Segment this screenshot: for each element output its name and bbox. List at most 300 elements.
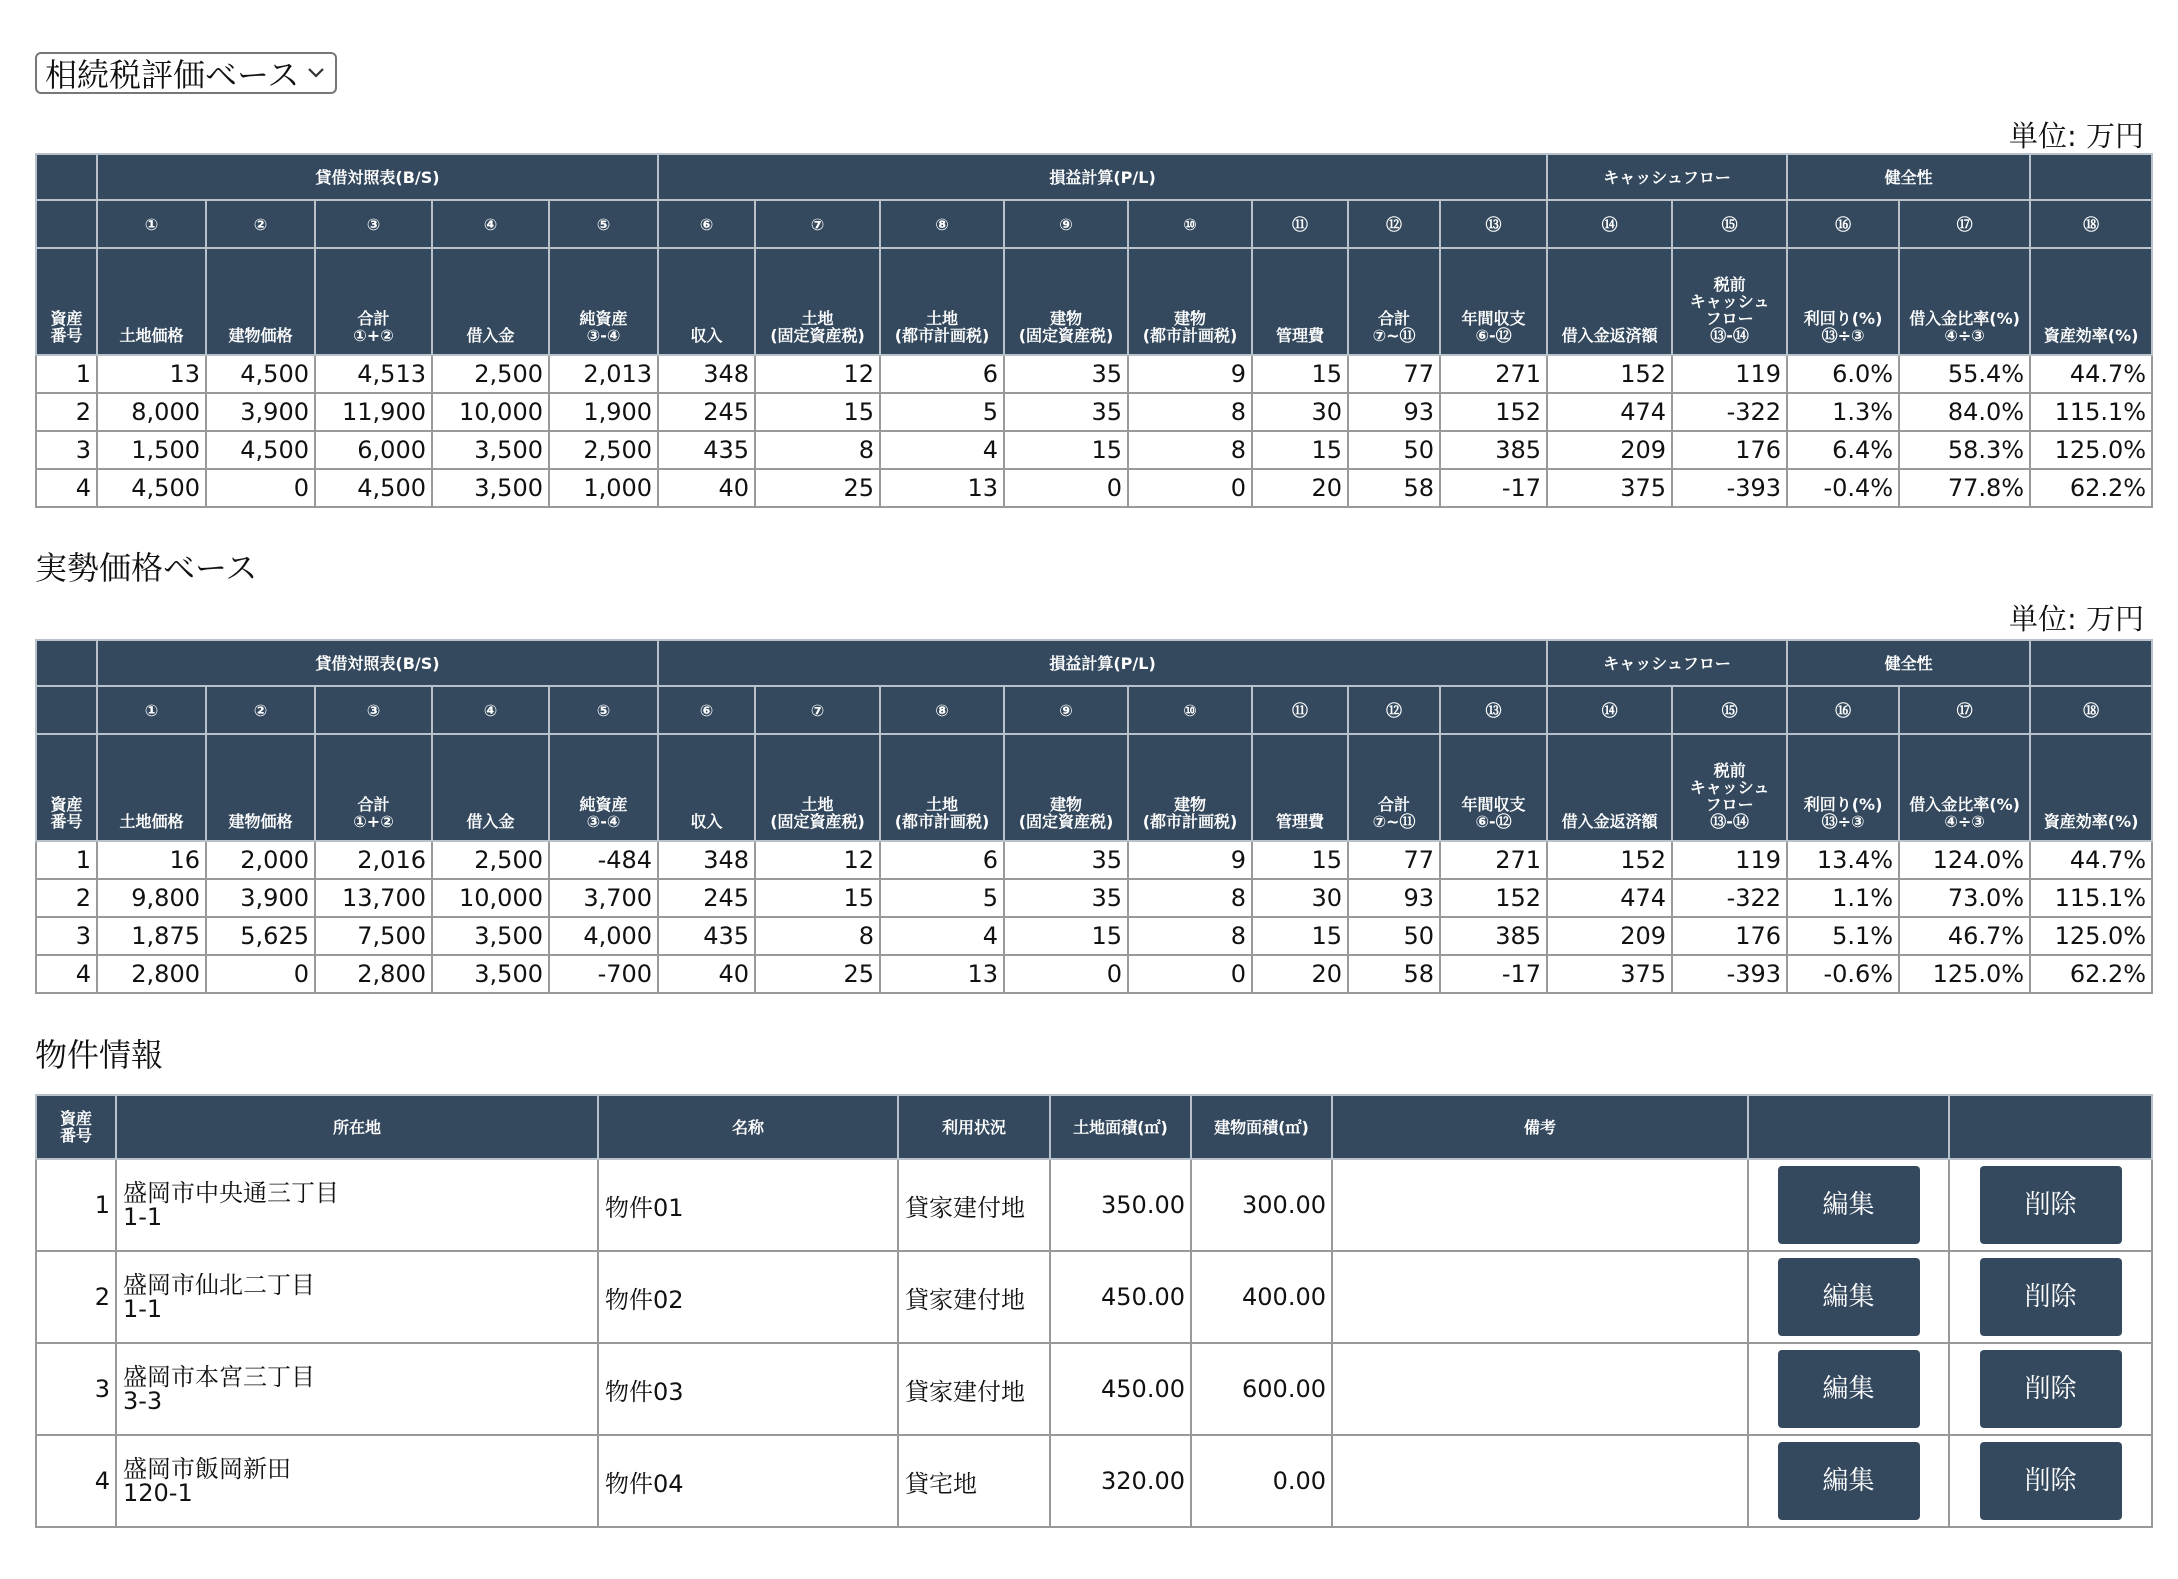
value-cell: 5.1% <box>1787 917 1899 955</box>
value-cell: 1,875 <box>97 917 206 955</box>
value-cell: 50 <box>1348 431 1440 469</box>
table-row <box>36 879 2152 917</box>
asset-no-cell: 4 <box>36 955 97 993</box>
col-address: 所在地 <box>116 1095 598 1159</box>
name-cell: 物件02 <box>598 1251 898 1343</box>
value-cell: 62.2% <box>2030 955 2152 993</box>
value-cell: 6 <box>880 841 1004 879</box>
col-number-11: ⑪ <box>1252 200 1348 248</box>
usage-cell: 貸家建付地 <box>898 1251 1050 1343</box>
edit-button[interactable]: 編集 <box>1778 1258 1920 1336</box>
value-cell: 4,500 <box>206 431 315 469</box>
value-cell: 15 <box>1252 917 1348 955</box>
value-cell: 125.0% <box>2030 431 2152 469</box>
col-number-10: ⑩ <box>1128 686 1252 734</box>
value-cell: 1,000 <box>549 469 658 507</box>
value-cell: 4,000 <box>549 917 658 955</box>
asset-no-cell: 1 <box>36 355 97 393</box>
value-cell: 93 <box>1348 393 1440 431</box>
col-header-15: 税前 キャッシュ フロー ⑬-⑭ <box>1672 734 1787 841</box>
col-header-13: 年間収支 ⑥-⑫ <box>1440 734 1547 841</box>
asset-no-cell: 1 <box>36 841 97 879</box>
value-cell: 40 <box>658 955 755 993</box>
group-soundness: 健全性 <box>1787 640 2030 686</box>
address-line2: 120-1 <box>123 1479 193 1507</box>
value-cell: 9 <box>1128 841 1252 879</box>
address-line1: 盛岡市仙北二丁目 <box>123 1271 315 1299</box>
building-area-cell: 400.00 <box>1191 1251 1332 1343</box>
value-cell: 35 <box>1004 355 1128 393</box>
col-number-4: ④ <box>432 686 549 734</box>
group-cash-flow: キャッシュフロー <box>1547 640 1787 686</box>
value-cell: 8 <box>1128 431 1252 469</box>
value-cell: 84.0% <box>1899 393 2030 431</box>
col-header-17: 借入金比率(%) ④÷③ <box>1899 734 2030 841</box>
name-cell: 物件03 <box>598 1343 898 1435</box>
value-cell: 375 <box>1547 469 1672 507</box>
value-cell: 13,700 <box>315 879 432 917</box>
col-header-3: 合計 ①+② <box>315 248 432 355</box>
col-note: 備考 <box>1332 1095 1748 1159</box>
property-row <box>36 1343 2152 1435</box>
chevron-down-icon <box>305 62 327 84</box>
value-cell: 176 <box>1672 917 1787 955</box>
value-cell: 6 <box>880 355 1004 393</box>
value-cell: 152 <box>1440 879 1547 917</box>
value-cell: 8 <box>755 431 880 469</box>
value-cell: 58.3% <box>1899 431 2030 469</box>
delete-cell <box>1949 1343 2152 1435</box>
value-cell: 25 <box>755 955 880 993</box>
col-number-10: ⑩ <box>1128 200 1252 248</box>
address-line1: 盛岡市飯岡新田 <box>123 1455 291 1483</box>
value-cell: -700 <box>549 955 658 993</box>
group-profit-loss: 損益計算(P/L) <box>658 640 1547 686</box>
col-header-13: 年間収支 ⑥-⑫ <box>1440 248 1547 355</box>
address-cell <box>116 1159 598 1251</box>
value-cell: 46.7% <box>1899 917 2030 955</box>
value-cell: 15 <box>755 393 880 431</box>
value-cell: 40 <box>658 469 755 507</box>
col-header-5: 純資産 ③-④ <box>549 248 658 355</box>
value-cell: 15 <box>755 879 880 917</box>
col-number-1: ① <box>97 686 206 734</box>
col-header-10: 建物 (都市計画税) <box>1128 248 1252 355</box>
value-cell: 6.4% <box>1787 431 1899 469</box>
col-header-8: 土地 (都市計画税) <box>880 248 1004 355</box>
value-cell: 152 <box>1547 841 1672 879</box>
value-cell: 15 <box>1004 431 1128 469</box>
col-header-15: 税前 キャッシュ フロー ⑬-⑭ <box>1672 248 1787 355</box>
col-number-12: ⑫ <box>1348 200 1440 248</box>
value-cell: 13 <box>880 469 1004 507</box>
value-cell: 115.1% <box>2030 879 2152 917</box>
col-number-13: ⑬ <box>1440 200 1547 248</box>
valuation-basis-select[interactable] <box>35 52 337 94</box>
value-cell: 35 <box>1004 393 1128 431</box>
col-number-3: ③ <box>315 686 432 734</box>
asset-no-cell: 3 <box>36 917 97 955</box>
col-number-11: ⑪ <box>1252 686 1348 734</box>
value-cell: 271 <box>1440 355 1547 393</box>
delete-cell <box>1949 1159 2152 1251</box>
value-cell: 2,500 <box>549 431 658 469</box>
building-area-cell: 0.00 <box>1191 1435 1332 1527</box>
col-number-2: ② <box>206 200 315 248</box>
col-header-1: 土地価格 <box>97 248 206 355</box>
col-header-9: 建物 (固定資産税) <box>1004 248 1128 355</box>
value-cell: -393 <box>1672 469 1787 507</box>
land-area-cell: 450.00 <box>1050 1251 1191 1343</box>
header-blank <box>36 640 97 686</box>
value-cell: 12 <box>755 355 880 393</box>
table-row <box>36 917 2152 955</box>
col-row <box>36 248 2152 355</box>
value-cell: 2,013 <box>549 355 658 393</box>
col-number-8: ⑧ <box>880 200 1004 248</box>
asset-no-cell: 2 <box>36 393 97 431</box>
value-cell: 474 <box>1547 879 1672 917</box>
value-cell: -0.4% <box>1787 469 1899 507</box>
value-cell: 1.3% <box>1787 393 1899 431</box>
col-number-15: ⑮ <box>1672 686 1787 734</box>
note-cell <box>1332 1251 1748 1343</box>
delete-cell <box>1949 1435 2152 1527</box>
num-row <box>36 686 2152 734</box>
col-number-5: ⑤ <box>549 200 658 248</box>
col-number-3: ③ <box>315 200 432 248</box>
col-number-7: ⑦ <box>755 686 880 734</box>
value-cell: 20 <box>1252 469 1348 507</box>
usage-cell: 貸家建付地 <box>898 1343 1050 1435</box>
header-blank <box>36 154 97 200</box>
value-cell: -17 <box>1440 469 1547 507</box>
value-cell: 0 <box>1004 469 1128 507</box>
delete-button[interactable]: 削除 <box>1980 1258 2122 1336</box>
value-cell: 73.0% <box>1899 879 2030 917</box>
edit-cell <box>1748 1435 1949 1527</box>
value-cell: 435 <box>658 431 755 469</box>
property-row <box>36 1159 2152 1251</box>
col-number-12: ⑫ <box>1348 686 1440 734</box>
value-cell: 8 <box>1128 917 1252 955</box>
value-cell: 77.8% <box>1899 469 2030 507</box>
table-row <box>36 955 2152 993</box>
value-cell: 35 <box>1004 841 1128 879</box>
address-cell <box>116 1343 598 1435</box>
land-area-cell: 450.00 <box>1050 1343 1191 1435</box>
value-cell: 4,500 <box>206 355 315 393</box>
value-cell: 15 <box>1252 431 1348 469</box>
value-cell: 12 <box>755 841 880 879</box>
col-number-16: ⑯ <box>1787 686 1899 734</box>
col-header-2: 建物価格 <box>206 248 315 355</box>
value-cell: 3,500 <box>432 955 549 993</box>
property-header-row <box>36 1095 2152 1159</box>
value-cell: 0 <box>1004 955 1128 993</box>
col-number-15: ⑮ <box>1672 200 1787 248</box>
value-cell: 20 <box>1252 955 1348 993</box>
col-header-16: 利回り(%) ⑬÷③ <box>1787 248 1899 355</box>
col-header-17: 借入金比率(%) ④÷③ <box>1899 248 2030 355</box>
asset-no-cell: 3 <box>36 1343 116 1435</box>
value-cell: 1,900 <box>549 393 658 431</box>
col-header-8: 土地 (都市計画税) <box>880 734 1004 841</box>
col-header-7: 土地 (固定資産税) <box>755 734 880 841</box>
group-balance-sheet: 貸借対照表(B/S) <box>97 640 658 686</box>
value-cell: 2,500 <box>432 841 549 879</box>
value-cell: 3,900 <box>206 393 315 431</box>
value-cell: 385 <box>1440 431 1547 469</box>
col-header-6: 収入 <box>658 734 755 841</box>
col-asset-no: 資産 番号 <box>36 734 97 841</box>
value-cell: 119 <box>1672 355 1787 393</box>
value-cell: 4,500 <box>315 469 432 507</box>
valuation-basis-label: 相続税評価ベース <box>45 56 300 94</box>
value-cell: 348 <box>658 355 755 393</box>
value-cell: 6,000 <box>315 431 432 469</box>
usage-cell: 貸宅地 <box>898 1435 1050 1527</box>
table-body <box>36 841 2152 993</box>
table-row <box>36 355 2152 393</box>
col-number-8: ⑧ <box>880 686 1004 734</box>
col-header-5: 純資産 ③-④ <box>549 734 658 841</box>
delete-button[interactable]: 削除 <box>1980 1350 2122 1428</box>
address-line2: 3-3 <box>123 1387 163 1415</box>
note-cell <box>1332 1435 1748 1527</box>
value-cell: 3,900 <box>206 879 315 917</box>
edit-button[interactable]: 編集 <box>1778 1442 1920 1520</box>
col-header-18: 資産効率(%) <box>2030 734 2152 841</box>
value-cell: 245 <box>658 393 755 431</box>
value-cell: 0 <box>206 469 315 507</box>
value-cell: 8,000 <box>97 393 206 431</box>
col-name: 名称 <box>598 1095 898 1159</box>
value-cell: 58 <box>1348 955 1440 993</box>
property-body <box>36 1159 2152 1527</box>
col-header-1: 土地価格 <box>97 734 206 841</box>
col-header-3: 合計 ①+② <box>315 734 432 841</box>
value-cell: 9 <box>1128 355 1252 393</box>
col-number-1: ① <box>97 200 206 248</box>
value-cell: 9,800 <box>97 879 206 917</box>
col-number-9: ⑨ <box>1004 200 1128 248</box>
value-cell: 50 <box>1348 917 1440 955</box>
edit-button[interactable]: 編集 <box>1778 1166 1920 1244</box>
value-cell: 8 <box>1128 393 1252 431</box>
value-cell: 13 <box>880 955 1004 993</box>
delete-button[interactable]: 削除 <box>1980 1442 2122 1520</box>
value-cell: 35 <box>1004 879 1128 917</box>
land-area-cell: 320.00 <box>1050 1435 1191 1527</box>
section-title-market: 実勢価格ベース <box>35 549 258 587</box>
num-row <box>36 200 2152 248</box>
note-cell <box>1332 1159 1748 1251</box>
value-cell: 10,000 <box>432 879 549 917</box>
group-profit-loss: 損益計算(P/L) <box>658 154 1547 200</box>
value-cell: 77 <box>1348 355 1440 393</box>
address-cell <box>116 1251 598 1343</box>
group-balance-sheet: 貸借対照表(B/S) <box>97 154 658 200</box>
valuation-table-market <box>35 639 2153 994</box>
land-area-cell: 350.00 <box>1050 1159 1191 1251</box>
name-cell: 物件01 <box>598 1159 898 1251</box>
edit-cell <box>1748 1343 1949 1435</box>
delete-button[interactable]: 削除 <box>1980 1166 2122 1244</box>
col-number-13: ⑬ <box>1440 686 1547 734</box>
col-number-17: ⑰ <box>1899 686 2030 734</box>
asset-no-cell: 3 <box>36 431 97 469</box>
col-number-18: ⑱ <box>2030 200 2152 248</box>
col-delete <box>1949 1095 2152 1159</box>
header-blank <box>2030 640 2152 686</box>
value-cell: 385 <box>1440 917 1547 955</box>
value-cell: 15 <box>1004 917 1128 955</box>
value-cell: 0 <box>1128 955 1252 993</box>
value-cell: 435 <box>658 917 755 955</box>
value-cell: 5 <box>880 393 1004 431</box>
header-blank <box>2030 154 2152 200</box>
value-cell: 62.2% <box>2030 469 2152 507</box>
group-soundness: 健全性 <box>1787 154 2030 200</box>
address-line2: 1-1 <box>123 1203 163 1231</box>
col-usage: 利用状況 <box>898 1095 1050 1159</box>
value-cell: 152 <box>1547 355 1672 393</box>
value-cell: 124.0% <box>1899 841 2030 879</box>
value-cell: 13 <box>97 355 206 393</box>
header-blank <box>36 686 97 734</box>
col-number-6: ⑥ <box>658 686 755 734</box>
value-cell: 474 <box>1547 393 1672 431</box>
col-header-4: 借入金 <box>432 248 549 355</box>
col-header-12: 合計 ⑦~⑪ <box>1348 248 1440 355</box>
col-building-area: 建物面積(㎡) <box>1191 1095 1332 1159</box>
value-cell: 5 <box>880 879 1004 917</box>
name-cell: 物件04 <box>598 1435 898 1527</box>
property-table <box>35 1094 2153 1528</box>
col-header-7: 土地 (固定資産税) <box>755 248 880 355</box>
value-cell: -0.6% <box>1787 955 1899 993</box>
building-area-cell: 300.00 <box>1191 1159 1332 1251</box>
value-cell: 0 <box>1128 469 1252 507</box>
col-number-4: ④ <box>432 200 549 248</box>
header-blank <box>36 200 97 248</box>
col-header-16: 利回り(%) ⑬÷③ <box>1787 734 1899 841</box>
value-cell: 2,800 <box>315 955 432 993</box>
unit-label-2: 単位: 万円 <box>2009 602 2144 636</box>
note-cell <box>1332 1343 1748 1435</box>
building-area-cell: 600.00 <box>1191 1343 1332 1435</box>
value-cell: 176 <box>1672 431 1787 469</box>
value-cell: 271 <box>1440 841 1547 879</box>
col-asset-no: 資産 番号 <box>36 1095 116 1159</box>
col-number-14: ⑭ <box>1547 200 1672 248</box>
value-cell: 16 <box>97 841 206 879</box>
value-cell: 2,016 <box>315 841 432 879</box>
col-header-11: 管理費 <box>1252 734 1348 841</box>
address-line1: 盛岡市本宮三丁目 <box>123 1363 315 1391</box>
col-number-9: ⑨ <box>1004 686 1128 734</box>
col-row <box>36 734 2152 841</box>
value-cell: 125.0% <box>2030 917 2152 955</box>
address-cell <box>116 1435 598 1527</box>
value-cell: 3,500 <box>432 917 549 955</box>
table-row <box>36 393 2152 431</box>
value-cell: 7,500 <box>315 917 432 955</box>
col-number-18: ⑱ <box>2030 686 2152 734</box>
edit-cell <box>1748 1159 1949 1251</box>
value-cell: 119 <box>1672 841 1787 879</box>
value-cell: 1,500 <box>97 431 206 469</box>
value-cell: 209 <box>1547 917 1672 955</box>
col-header-10: 建物 (都市計画税) <box>1128 734 1252 841</box>
value-cell: 209 <box>1547 431 1672 469</box>
value-cell: -17 <box>1440 955 1547 993</box>
valuation-table-inheritance <box>35 153 2153 508</box>
value-cell: 25 <box>755 469 880 507</box>
value-cell: 2,000 <box>206 841 315 879</box>
col-header-18: 資産効率(%) <box>2030 248 2152 355</box>
col-number-5: ⑤ <box>549 686 658 734</box>
col-header-6: 収入 <box>658 248 755 355</box>
value-cell: 44.7% <box>2030 355 2152 393</box>
value-cell: 2,800 <box>97 955 206 993</box>
col-header-9: 建物 (固定資産税) <box>1004 734 1128 841</box>
asset-no-cell: 2 <box>36 1251 116 1343</box>
edit-button[interactable]: 編集 <box>1778 1350 1920 1428</box>
value-cell: 93 <box>1348 879 1440 917</box>
value-cell: 30 <box>1252 393 1348 431</box>
asset-no-cell: 2 <box>36 879 97 917</box>
col-number-6: ⑥ <box>658 200 755 248</box>
col-header-14: 借入金返済額 <box>1547 734 1672 841</box>
value-cell: 5,625 <box>206 917 315 955</box>
value-cell: 30 <box>1252 879 1348 917</box>
col-header-11: 管理費 <box>1252 248 1348 355</box>
value-cell: -484 <box>549 841 658 879</box>
value-cell: -322 <box>1672 879 1787 917</box>
value-cell: 55.4% <box>1899 355 2030 393</box>
col-number-17: ⑰ <box>1899 200 2030 248</box>
col-header-12: 合計 ⑦~⑪ <box>1348 734 1440 841</box>
value-cell: 4,500 <box>97 469 206 507</box>
col-number-14: ⑭ <box>1547 686 1672 734</box>
asset-no-cell: 1 <box>36 1159 116 1251</box>
value-cell: 375 <box>1547 955 1672 993</box>
value-cell: -322 <box>1672 393 1787 431</box>
value-cell: 15 <box>1252 841 1348 879</box>
value-cell: 3,500 <box>432 431 549 469</box>
value-cell: 152 <box>1440 393 1547 431</box>
value-cell: 58 <box>1348 469 1440 507</box>
edit-cell <box>1748 1251 1949 1343</box>
col-header-4: 借入金 <box>432 734 549 841</box>
unit-label: 単位: 万円 <box>2009 119 2144 153</box>
value-cell: 8 <box>1128 879 1252 917</box>
group-cash-flow: キャッシュフロー <box>1547 154 1787 200</box>
col-asset-no: 資産 番号 <box>36 248 97 355</box>
col-number-7: ⑦ <box>755 200 880 248</box>
value-cell: 0 <box>206 955 315 993</box>
col-land-area: 土地面積(㎡) <box>1050 1095 1191 1159</box>
address-line2: 1-1 <box>123 1295 163 1323</box>
value-cell: 3,700 <box>549 879 658 917</box>
value-cell: 3,500 <box>432 469 549 507</box>
asset-no-cell: 4 <box>36 469 97 507</box>
table-row <box>36 841 2152 879</box>
value-cell: 77 <box>1348 841 1440 879</box>
value-cell: 6.0% <box>1787 355 1899 393</box>
